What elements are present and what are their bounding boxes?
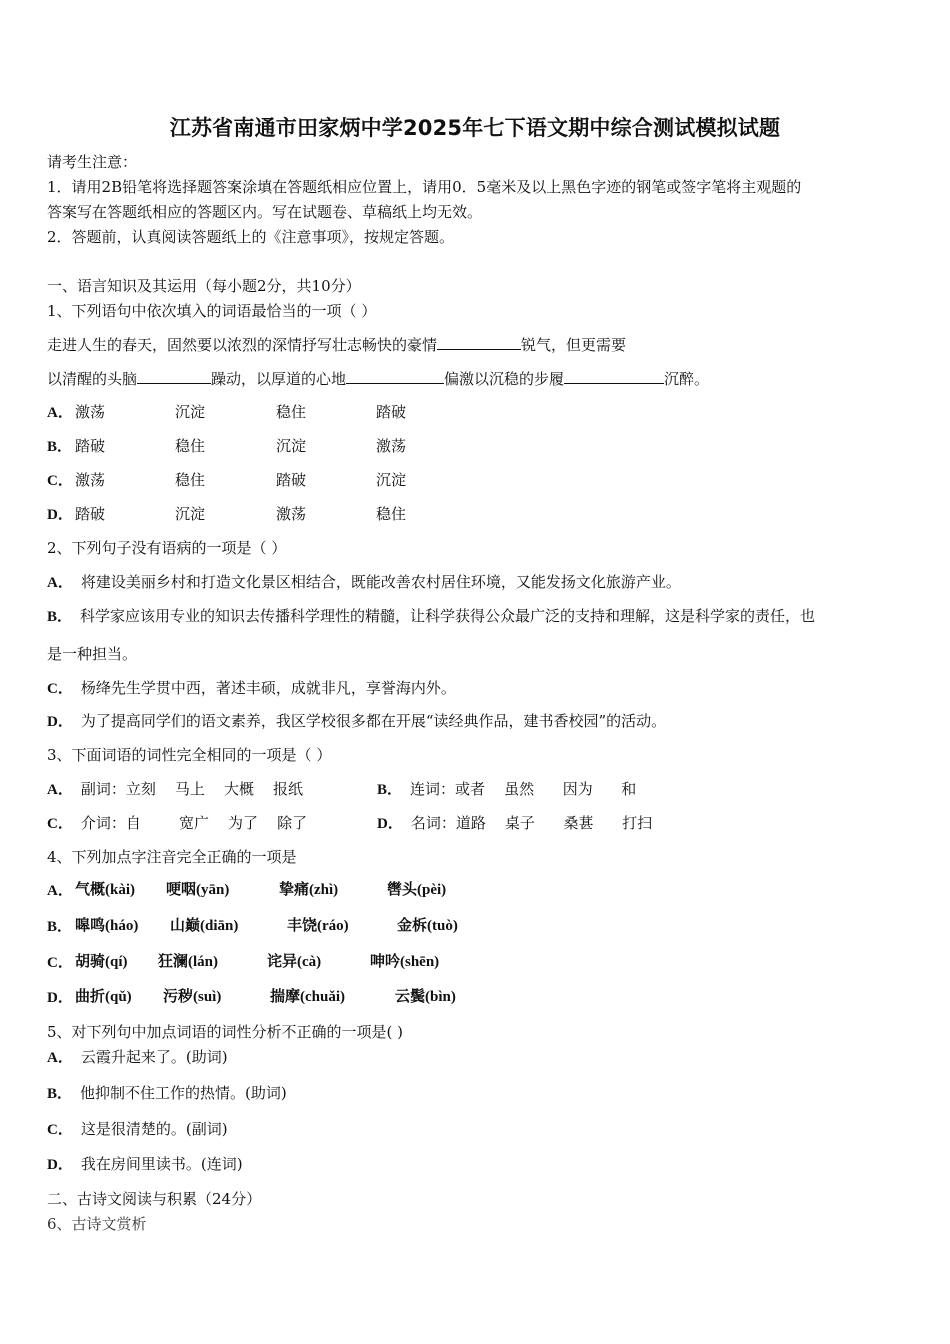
- option-label: C．: [47, 816, 73, 832]
- q1-b-w3: 沉淀: [276, 437, 307, 455]
- option-label: C．: [47, 681, 73, 697]
- q2-option-b[interactable]: [47, 606, 815, 627]
- q6-stem: 6、古诗文赏析: [47, 1215, 147, 1233]
- option-label: B．: [47, 919, 73, 935]
- option-label: B．: [47, 1086, 73, 1102]
- option-label: B．: [47, 439, 73, 455]
- q4-stem: 4、下列加点字注音完全正确的一项是: [47, 848, 297, 866]
- option-label: D．: [47, 714, 73, 730]
- q5-option-c[interactable]: [47, 1119, 228, 1140]
- q4-b-i3: 丰饶(ráo): [287, 918, 349, 934]
- q3-option-a[interactable]: [47, 779, 303, 800]
- option-label: C．: [47, 955, 73, 971]
- q5-option-d[interactable]: [47, 1154, 243, 1175]
- option-label: D．: [47, 990, 73, 1006]
- q1-text-a2: 锐气，但更需要: [521, 336, 627, 354]
- q1-text-b4: 沉醉。: [664, 370, 710, 388]
- q4-c-i3: 诧异(cà): [267, 954, 322, 970]
- option-label: A．: [47, 1050, 73, 1066]
- notice-2: 2．答题前，认真阅读答题纸上的《注意事项》，按规定答题。: [47, 228, 455, 246]
- option-label: A．: [47, 405, 73, 421]
- q3-c-text: 介词：自 宽广 为了 除了: [80, 814, 308, 832]
- q4-c-i4: 呻吟(shēn): [370, 954, 440, 970]
- q1-b-w2: 稳住: [175, 437, 206, 455]
- q1-text-line-2: [47, 369, 709, 389]
- q1-a-w1: 激荡: [75, 403, 106, 421]
- q1-a-w4: 踏破: [376, 403, 407, 421]
- q2-option-c[interactable]: [47, 678, 456, 699]
- q4-d-i3: 揣摩(chuǎi): [270, 989, 346, 1005]
- q1-c-w2: 稳住: [175, 471, 206, 489]
- q4-a-i4: 辔头(pèi): [387, 882, 447, 898]
- q2-stem: 2、下列句子没有语病的一项是（ ）: [47, 539, 287, 557]
- q3-stem: 3、下面词语的词性完全相同的一项是（ ）: [47, 746, 332, 764]
- q1-d-w4: 稳住: [376, 505, 407, 523]
- q3-option-d[interactable]: [377, 813, 652, 834]
- q2-b-text-1: 科学家应该用专业的知识去传播科学理性的精髓，让科学获得公众最广泛的支持和理解，这是科学家的责任，也: [80, 607, 816, 625]
- q4-d-i2: 污秽(suì): [163, 989, 222, 1005]
- q4-b-i2: 山巅(diān): [170, 918, 239, 934]
- fill-blank-4: [564, 369, 664, 384]
- q4-a-i3: 挚痛(zhì): [279, 882, 339, 898]
- q3-b-text: 连词：或者 虽然 因为 和: [410, 780, 637, 798]
- q2-b-text-2: 是一种担当。: [47, 645, 138, 663]
- option-label: C．: [47, 1122, 73, 1138]
- q4-d-i1: 曲折(qǔ): [75, 989, 132, 1005]
- notice-heading: 请考生注意：: [47, 153, 138, 171]
- q5-stem: 5、对下列句中加点词语的词性分析不正确的一项是( ): [47, 1023, 404, 1041]
- q1-c-w4: 沉淀: [376, 471, 407, 489]
- q3-option-c[interactable]: [47, 813, 307, 834]
- q2-option-d[interactable]: [47, 711, 666, 732]
- q5-a-text: 云霞升起来了。(助词): [80, 1048, 228, 1066]
- q1-text-a1: 走进人生的春天，固然要以浓烈的深情抒写壮志畅快的豪情: [47, 336, 438, 354]
- q1-a-w2: 沉淀: [175, 403, 206, 421]
- q4-d-i4: 云鬓(bìn): [395, 989, 456, 1005]
- q1-c-w3: 踏破: [276, 471, 307, 489]
- notice-1-line-2: 答案写在答题纸相应的答题区内。写在试题卷、草稿纸上均无效。: [47, 203, 483, 221]
- notice-1-line-1: 1．请用2B铅笔将选择题答案涂填在答题纸相应位置上，请用0．5毫米及以上黑色字迹的钢笔或签字笔将主观题的: [47, 178, 802, 196]
- q1-text-line-1: [47, 335, 626, 355]
- q4-b-i1: 嗥鸣(háo): [75, 918, 139, 934]
- q5-c-text: 这是很清楚的。(副词): [80, 1120, 228, 1138]
- section-2-heading: 二、古诗文阅读与积累（24分）: [47, 1190, 262, 1208]
- q5-d-text: 我在房间里读书。(连词): [80, 1155, 243, 1173]
- option-label: D．: [47, 507, 73, 523]
- q1-d-w3: 激荡: [276, 505, 307, 523]
- q4-a-i1: 气概(kài): [75, 882, 136, 898]
- option-label: A．: [47, 883, 73, 899]
- q1-text-b2: 躁动，以厚道的心地: [211, 370, 347, 388]
- option-label: B．: [377, 782, 403, 798]
- q1-d-w2: 沉淀: [175, 505, 206, 523]
- option-label: A．: [47, 782, 73, 798]
- fill-blank-3: [346, 369, 444, 384]
- q1-a-w3: 稳住: [276, 403, 307, 421]
- section-1-heading: 一、语言知识及其运用（每小题2分，共10分）: [47, 277, 361, 295]
- q2-option-a[interactable]: [47, 572, 681, 593]
- option-label: B．: [47, 609, 73, 625]
- q2-a-text: 将建设美丽乡村和打造文化景区相结合，既能改善农村居住环境，又能发扬文化旅游产业。: [80, 573, 681, 591]
- q4-c-i2: 狂澜(lán): [158, 954, 219, 970]
- option-label: C．: [47, 473, 73, 489]
- q1-c-w1: 激荡: [75, 471, 106, 489]
- q5-option-b[interactable]: [47, 1083, 287, 1104]
- option-label: D．: [377, 816, 403, 832]
- q5-b-text: 他抑制不住工作的热情。(助词): [80, 1084, 287, 1102]
- q2-c-text: 杨绛先生学贯中西，著述丰硕，成就非凡，享誉海内外。: [80, 679, 456, 697]
- q4-c-i1: 胡骑(qí): [75, 954, 128, 970]
- q1-stem: 1、下列语句中依次填入的词语最恰当的一项（ ）: [47, 302, 377, 320]
- q1-text-b3: 偏激以沉稳的步履: [444, 370, 565, 388]
- q5-option-a[interactable]: [47, 1047, 228, 1068]
- q1-b-w1: 踏破: [75, 437, 106, 455]
- option-label: D．: [47, 1157, 73, 1173]
- q1-b-w4: 激荡: [376, 437, 407, 455]
- q3-d-text: 名词：道路 桌子 桑葚 打扫: [410, 814, 653, 832]
- q3-a-text: 副词：立刻 马上 大概 报纸: [80, 780, 304, 798]
- q3-option-b[interactable]: [377, 779, 636, 800]
- fill-blank-1: [437, 335, 521, 350]
- fill-blank-2: [137, 369, 211, 384]
- q2-d-text: 为了提高同学们的语文素养，我区学校很多都在开展“读经典作品，建书香校园”的活动。: [80, 712, 667, 730]
- option-label: A．: [47, 575, 73, 591]
- q1-d-w1: 踏破: [75, 505, 106, 523]
- q1-text-b1: 以清醒的头脑: [47, 370, 138, 388]
- q4-b-i4: 金柝(tuò): [397, 918, 458, 934]
- page-title: 江苏省南通市田家炳中学2025年七下语文期中综合测试模拟试题: [169, 116, 781, 140]
- q4-a-i2: 哽咽(yān): [166, 882, 230, 898]
